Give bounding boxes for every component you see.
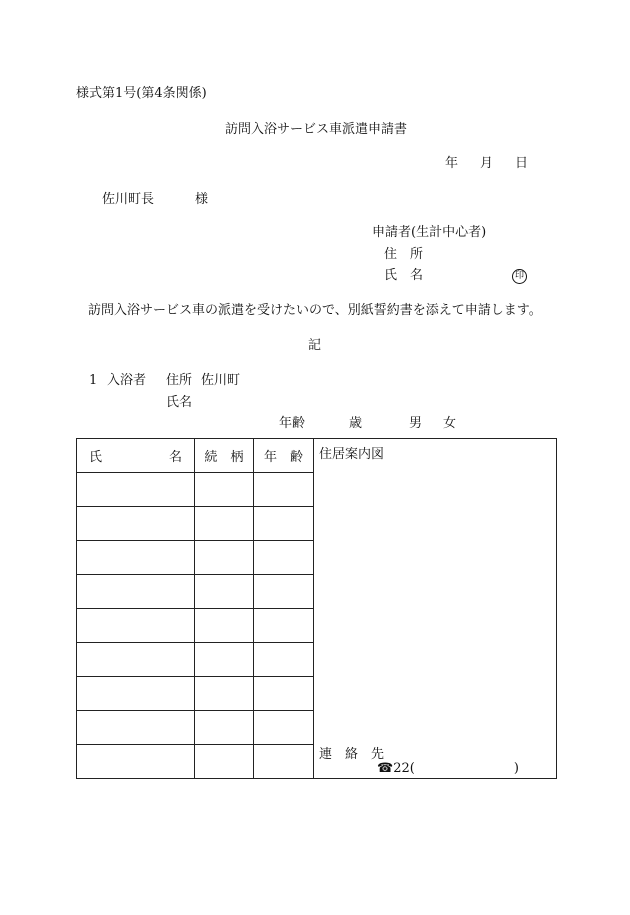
residence-map-cell bbox=[314, 439, 557, 779]
member-relation-cell[interactable] bbox=[195, 609, 254, 643]
member-name-cell[interactable] bbox=[77, 643, 195, 677]
phone-line bbox=[377, 762, 519, 775]
member-relation-cell[interactable] bbox=[195, 541, 254, 575]
member-age-cell[interactable] bbox=[254, 643, 314, 677]
bather-age-label: 年齢 bbox=[279, 416, 306, 431]
member-relation-cell[interactable] bbox=[195, 643, 254, 677]
date-month-label: 月 bbox=[480, 156, 494, 171]
bather-label: 入浴者 bbox=[107, 373, 147, 388]
bather-address-label: 住所 bbox=[166, 373, 193, 388]
bather-age-unit: 歳 bbox=[349, 416, 363, 431]
member-relation-cell[interactable] bbox=[195, 745, 254, 779]
telephone-icon: ☎ bbox=[377, 761, 394, 776]
contact-label: 連 絡 先 bbox=[319, 747, 385, 762]
header-relation-label: 続 柄 bbox=[204, 450, 244, 465]
header-age-label: 年 齢 bbox=[263, 450, 303, 465]
member-relation-cell[interactable] bbox=[195, 473, 254, 507]
member-age-cell[interactable] bbox=[254, 609, 314, 643]
member-relation-cell[interactable] bbox=[195, 507, 254, 541]
form-number-label: 様式第1号(第4条関係) bbox=[76, 86, 207, 101]
header-name bbox=[77, 439, 195, 473]
member-age-cell[interactable] bbox=[254, 507, 314, 541]
header-relation bbox=[195, 439, 254, 473]
application-statement: 訪問入浴サービス車の派遣を受けたいので、別紙誓約書を添えて申請します。 bbox=[88, 303, 542, 318]
applicant-name-label: 氏 名 bbox=[384, 268, 424, 283]
ki-heading: 記 bbox=[308, 338, 322, 353]
member-age-cell[interactable] bbox=[254, 711, 314, 745]
sex-female: 女 bbox=[443, 416, 457, 431]
member-age-cell[interactable] bbox=[254, 541, 314, 575]
residence-map-label: 住居案内図 bbox=[319, 447, 385, 462]
member-relation-cell[interactable] bbox=[195, 575, 254, 609]
member-name-cell[interactable] bbox=[77, 575, 195, 609]
member-name-cell[interactable] bbox=[77, 677, 195, 711]
seal-mark bbox=[512, 268, 527, 284]
bather-address-value: 佐川町 bbox=[201, 373, 241, 388]
header-name-second-char: 名 bbox=[168, 450, 182, 465]
member-name-cell[interactable] bbox=[77, 473, 195, 507]
seal-icon: 印 bbox=[512, 269, 527, 284]
bather-name-label: 氏名 bbox=[166, 395, 193, 410]
date-day-label: 日 bbox=[515, 156, 529, 171]
member-age-cell[interactable] bbox=[254, 575, 314, 609]
header-name-first-char: 氏 bbox=[89, 450, 103, 465]
member-relation-cell[interactable] bbox=[195, 677, 254, 711]
member-name-cell[interactable] bbox=[77, 541, 195, 575]
member-age-cell[interactable] bbox=[254, 745, 314, 779]
sex-male: 男 bbox=[409, 416, 423, 431]
header-age bbox=[254, 439, 314, 473]
applicant-heading: 申請者(生計中心者) bbox=[372, 225, 487, 240]
member-age-cell[interactable] bbox=[254, 473, 314, 507]
addressee-name: 佐川町長 bbox=[102, 192, 155, 207]
household-table bbox=[76, 438, 557, 779]
form-title: 訪問入浴サービス車派遣申請書 bbox=[225, 122, 408, 137]
section-number: 1 bbox=[89, 373, 98, 388]
member-age-cell[interactable] bbox=[254, 677, 314, 711]
table-header-row bbox=[77, 439, 557, 473]
member-name-cell[interactable] bbox=[77, 507, 195, 541]
member-name-cell[interactable] bbox=[77, 745, 195, 779]
date-year-label: 年 bbox=[445, 156, 459, 171]
applicant-address-label: 住 所 bbox=[384, 247, 424, 262]
member-name-cell[interactable] bbox=[77, 609, 195, 643]
phone-suffix: ) bbox=[513, 761, 519, 776]
member-name-cell[interactable] bbox=[77, 711, 195, 745]
phone-prefix: 22( bbox=[393, 761, 415, 776]
member-relation-cell[interactable] bbox=[195, 711, 254, 745]
addressee-honorific: 様 bbox=[195, 192, 209, 207]
